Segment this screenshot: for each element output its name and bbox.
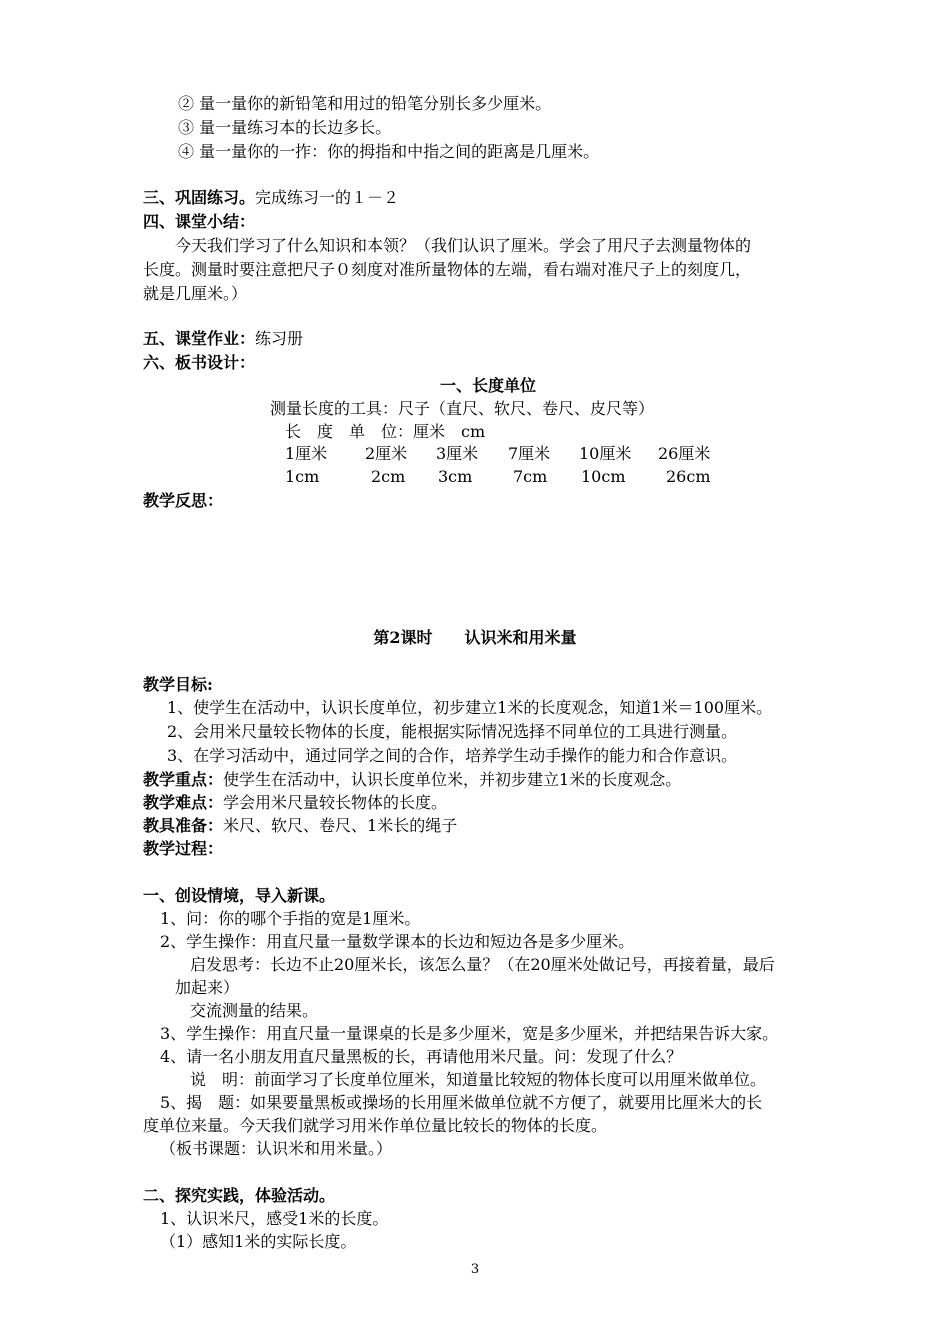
practice-text: 完成练习一的１－２ [255,188,400,207]
list-item: ④ 量一量你的一拃：你的拇指和中指之间的距离是几厘米。 [178,142,600,161]
part2-heading: 二、探究实践，体验活动。 [143,1186,336,1205]
board-title: 一、长度单位 [440,376,537,395]
board-row-en: 10cm [581,467,626,486]
tools-text: 米尺、软尺、卷尺、1米长的绳子 [223,816,458,835]
key-point-heading: 教学重点： [143,770,224,789]
board-row-en: 2cm [371,467,406,486]
practice-heading: 三、巩固练习。 [143,188,256,207]
board-row-en: 7cm [513,467,548,486]
homework-heading: 五、课堂作业： [143,329,256,348]
process-line: 说 明：前面学习了长度单位厘米，知道量比较短的物体长度可以用厘米做单位。 [190,1070,767,1089]
summary-line: 长度。测量时要注意把尺子０刻度对准所量物体的左端，看右端对准尺子上的刻度几， [143,260,752,279]
summary-heading: 四、课堂小结： [143,212,256,231]
board-heading: 六、板书设计： [143,353,256,372]
summary-line: 就是几厘米。） [143,284,248,303]
board-unit: 长 度 单 位：厘米 cm [285,422,486,441]
process-line: 2、学生操作：用直尺量一量数学课本的长边和短边各是多少厘米。 [160,932,635,951]
goals-heading: 教学目标: [143,675,213,694]
process-line: 1、问：你的哪个手指的宽是1厘米。 [160,909,421,928]
process-line: 交流测量的结果。 [190,1001,319,1020]
difficulty-line [143,792,447,814]
goal-item: 2、会用米尺量较长物体的长度，能根据实际情况选择不同单位的工具进行测量。 [167,722,738,741]
lesson-title: 第2课时 认识米和用米量 [373,628,577,647]
tools-heading: 教具准备： [143,816,224,835]
board-row-en: 3cm [438,467,473,486]
board-row-en: 1cm [285,467,320,486]
process-line: 5、揭 题：如果要量黑板或操场的长用厘米做单位就不方便了，就要用比厘米大的长 [160,1093,763,1112]
practice-line [143,187,399,209]
board-row-cn: 26厘米 [658,444,711,463]
process-line: 4、请一名小朋友用直尺量黑板的长，再请他用米尺量。问：发现了什么？ [160,1047,683,1066]
board-tools: 测量长度的工具：尺子（直尺、软尺、卷尺、皮尺等） [270,399,655,418]
goal-item: 3、在学习活动中，通过同学之间的合作，培养学生动手操作的能力和合作意识。 [167,746,738,765]
board-row-cn: 7厘米 [508,444,551,463]
process-line: （1）感知1米的实际长度。 [160,1232,357,1251]
process-line: （板书课题：认识米和用米量。） [160,1139,393,1158]
difficulty-text: 学会用米尺量较长物体的长度。 [223,793,448,812]
reflection-heading: 教学反思： [143,491,224,510]
board-row-en: 26cm [666,467,711,486]
list-item: ② 量一量你的新铅笔和用过的铅笔分别长多少厘米。 [178,94,552,113]
board-row-cn: 2厘米 [365,444,408,463]
page-number: 3 [470,1262,480,1277]
process-line: 启发思考：长边不止20厘米长，该怎么量？（在20厘米处做记号，再接着量，最后 [190,955,775,974]
list-item: ③ 量一量练习本的长边多长。 [178,118,392,137]
part1-heading: 一、创设情境，导入新课。 [143,886,336,905]
summary-line: 今天我们学习了什么知识和本领？（我们认识了厘米。学会了用尺子去测量物体的 [175,236,752,255]
homework-text: 练习册 [255,329,304,348]
homework-line [143,328,303,350]
process-line: 1、认识米尺，感受1米的长度。 [160,1209,389,1228]
board-row-cn: 3厘米 [436,444,479,463]
process-line: 3、学生操作：用直尺量一量课桌的长是多少厘米，宽是多少厘米，并把结果告诉大家。 [160,1024,779,1043]
goal-item: 1、使学生在活动中，认识长度单位，初步建立1米的长度观念，知道1米＝100厘米。 [167,698,773,717]
board-row-cn: 10厘米 [579,444,632,463]
board-row-cn: 1厘米 [285,444,328,463]
process-line: 度单位来量。今天我们就学习用米作单位量比较长的物体的长度。 [143,1116,608,1135]
key-point-line [143,769,681,791]
difficulty-heading: 教学难点： [143,793,224,812]
tools-line [143,815,457,837]
key-point-text: 使学生在活动中，认识长度单位米，并初步建立1米的长度观念。 [223,770,682,789]
process-line: 加起来） [175,978,240,997]
process-heading: 教学过程： [143,839,224,858]
